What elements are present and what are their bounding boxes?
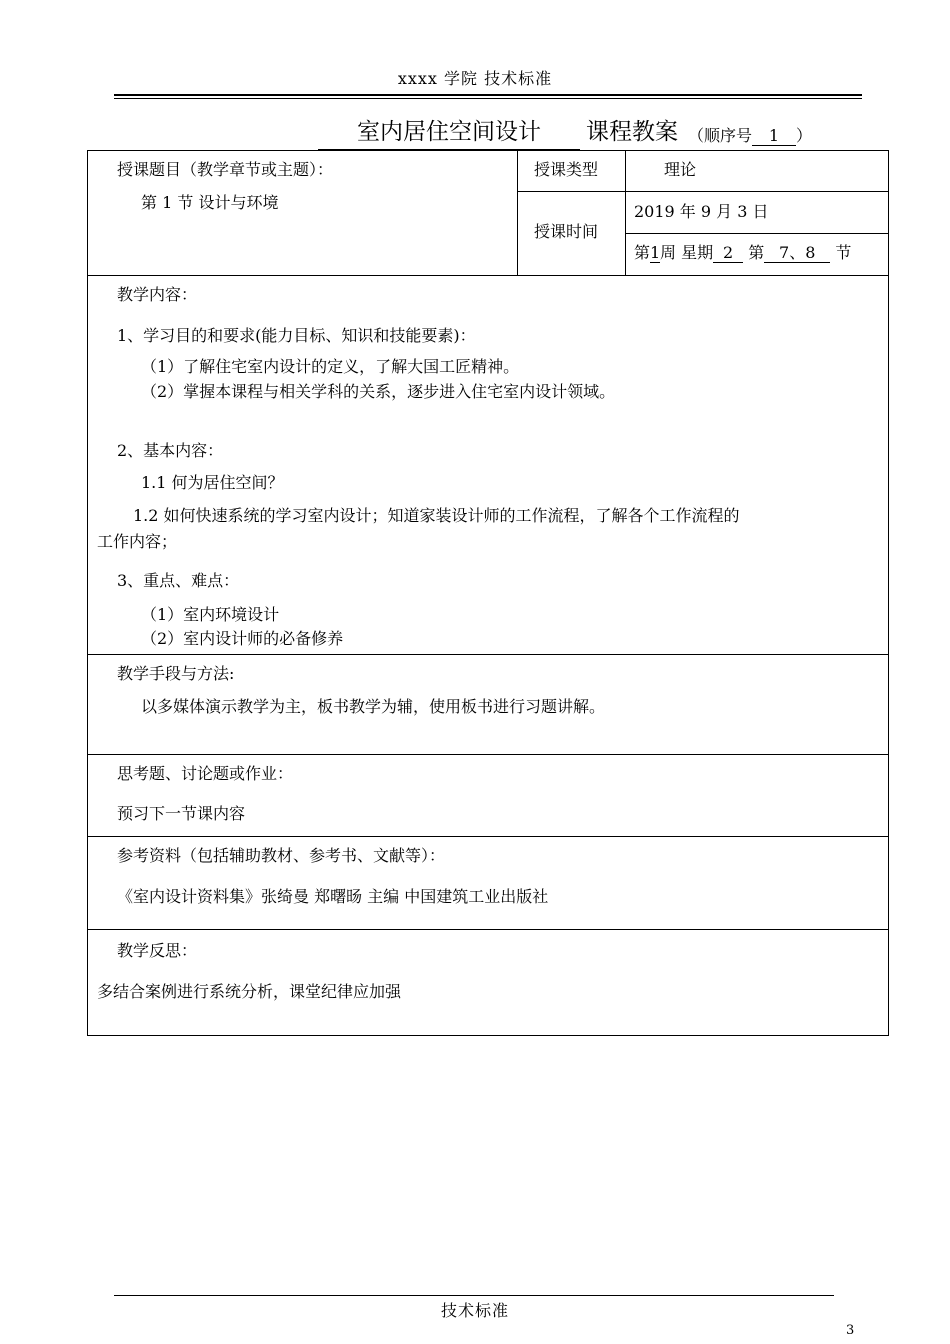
content-heading: 教学内容： [117,285,198,304]
homework-text: 预习下一节课内容 [117,804,246,823]
section-1-item: （1）了解住宅室内设计的定义，了解大国工匠精神。 [141,357,520,376]
date-value: 2019 年 9 月 3 日 [634,202,769,221]
section-3-title: 3、重点、难点： [117,571,240,590]
time-label: 授课时间 [534,222,599,241]
week-prefix: 第 [634,243,651,262]
title-row [0,113,950,149]
topic-label: 授课题目（教学章节或主题）： [117,160,334,179]
schedule-line [634,243,851,263]
references-heading: 参考资料（包括辅助教材、参考书、文献等）： [117,846,446,865]
section-3-item: （1）室内环境设计 [141,605,280,624]
title-suffix: 课程教案 [586,119,678,145]
period-suffix: 节 [835,243,852,262]
sequence-number [688,123,812,146]
page-number: 3 [846,1323,855,1338]
topic-value: 第 1 节 设计与环境 [141,193,279,212]
header-rule-thick [114,94,862,96]
methods-heading: 教学手段与方法: [117,664,235,683]
header-rule-thin [114,98,862,99]
page-header: xxxx 学院 技术标准 [397,69,553,88]
week-value: 1 [650,243,661,262]
period-prefix: 第 [748,243,765,262]
section-1-item: （2）掌握本课程与相关学科的关系，逐步进入住宅室内设计领域。 [141,382,616,401]
section-2-item: 1.2 如何快速系统的学习室内设计；知道家装设计师的工作流程，了解各个工作流程的 [133,506,740,525]
table-divider [517,150,518,275]
weekday-value: 2 [713,244,743,263]
table-divider [625,233,889,234]
table-divider [87,654,889,655]
methods-text: 以多媒体演示教学为主，板书教学为辅，使用板书进行习题讲解。 [141,697,606,716]
table-divider [87,275,889,276]
section-2-item-continued: 工作内容； [97,532,178,551]
table-divider [517,191,889,192]
section-2-item: 1.1 何为居住空间？ [141,473,284,492]
table-divider [625,150,626,275]
type-value: 理论 [664,160,697,179]
page-footer: 技术标准 [440,1301,509,1320]
table-divider [87,929,889,930]
section-3-item: （2）室内设计师的必备修养 [141,629,344,648]
type-label: 授课类型 [534,160,599,179]
section-2-title: 2、基本内容： [117,441,224,460]
table-divider [87,836,889,837]
sequence-value: 1 [752,126,796,146]
table-divider [87,754,889,755]
reflection-heading: 教学反思： [117,941,198,960]
footer-rule [114,1295,834,1296]
sequence-label: （顺序号 [688,126,753,145]
section-1-title: 1、学习目的和要求(能力目标、知识和技能要素)： [117,326,476,345]
period-value: 7、8 [764,244,830,263]
course-title: 室内居住空间设计 [318,113,580,150]
homework-heading: 思考题、讨论题或作业： [117,764,294,783]
week-suffix: 周 星期 [660,243,714,262]
reflection-text: 多结合案例进行系统分析，课堂纪律应加强 [97,982,402,1001]
references-text: 《室内设计资料集》张绮曼 郑曙旸 主编 中国建筑工业出版社 [117,887,549,906]
sequence-close: ） [796,126,813,145]
